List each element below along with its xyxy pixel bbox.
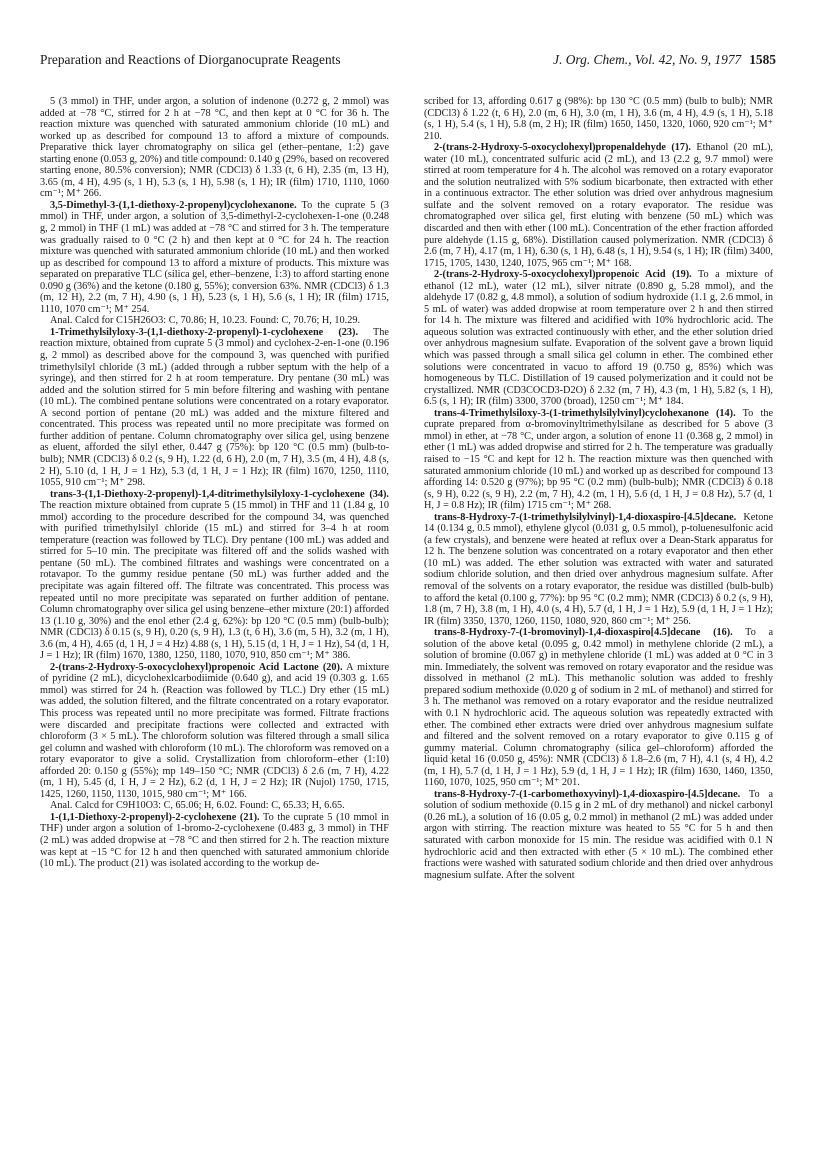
journal-name: J. Org. Chem., Vol. 42, No. 9, 1977 <box>553 52 742 67</box>
paragraph <box>424 269 773 408</box>
paragraph <box>40 489 389 662</box>
compound-heading: trans-8-Hydroxy-7-(1-trimethylsilylvinyl)-1,4-dioxaspiro-[4.5]decane. <box>434 511 737 523</box>
paragraph <box>424 789 773 881</box>
paragraph-text: The reaction mixture, obtained from cuprate 5 (3 mmol) and cyclohex-2-en-1-one (0.196 g, 2 mmol) as described above for the compound 3, was quenched with purified trimethylsilyl chloride (3 mL) (added through a rubber septum with the help of a syringe), and then stirred for 2 h at room temperature. Dry pentane (30 mL) was added and the solution stirred for 5 min before filtering and washing with pentane (10 mL). The combined pentane solutions were concentrated on a rotary evaporator. A second portion of pentane (20 mL) was added and the mixture filtered and concentrated. This process was repeated until no more precipitate was formed on further addition of pentane. Column chromatography over silica gel, using benzene as eluent, afforded the silyl ether, 0.447 g (75%): bp 120 °C (0.5 mm) (bulb-to-bulb); NMR (CDCl3) δ 0.2 (s, 9 H), 1.22 (d, 6 H), 2.0 (m, 7 H), 3.5 (m, 4 H), 4.8 (s, 2 H), 5.10 (d, 1 H, J = 1 Hz), 5.3 (d, 1 H, J = 1 Hz); IR (film) 1670, 1250, 1110, 1055, 910 cm⁻¹; M⁺ 298. <box>40 326 389 489</box>
compound-heading: trans-3-(1,1-Diethoxy-2-propenyl)-1,4-ditrimethylsilyloxy-1-cyclohexene (34). <box>50 488 389 500</box>
compound-heading: 1-Trimethylsilyloxy-3-(1,1-diethoxy-2-propenyl)-1-cyclohexene (23). <box>50 326 359 338</box>
compound-heading: trans-8-Hydroxy-7-(1-bromovinyl)-1,4-dioxaspiro[4.5]decane (16). <box>434 627 733 639</box>
compound-heading: 2-(trans-2-Hydroxy-5-oxocyclohexyl)propenoic Acid Lactone (20). <box>50 661 343 673</box>
paragraph-text: To a mixture of ethanol (12 mL), water (12 mL), silver nitrate (0.890 g, 5.28 mmol), and the aldehyde 17 (0.82 g, 4.8 mmol), a solution of sodium hydroxide (1.1 g, 2.6 mmol, in 5 mL of water) was added dropwise at room temperature over 2 h and then stirred for 14 h. The mixture was filtered and acidified with 10% hydrochloric acid. The aqueous solution was extracted continuously with ether, and the ether solution dried over anhydrous magnesium sulfate. Evaporation of the solvent gave a brown liquid which was passed through a small silica gel column in ether. The combined ether solutions were concentrated in vacuo to afford 19 (0.750 g, 85%) which was homogeneous by TLC. Distillation of 19 caused polymerization and it could not be crystallized. NMR (CD3COCD3-D2O) δ 2.32 (m, 7 H), 4.3 (m, 1 H), 5.82 (s, 1 H), 6.5 (s, 1 H); IR (film) 3300, 3700 (broad), 1250 cm⁻¹; M⁺ 184. <box>424 269 773 408</box>
left-column <box>40 96 389 870</box>
compound-heading: trans-4-Trimethylsiloxy-3-(1-trimethylsilylvinyl)cyclohexanone (14). <box>434 407 736 419</box>
paragraph <box>424 96 773 142</box>
paragraph-text: Anal. Calcd for C9H10O3: C, 65.06; H, 6.02. Found: C, 65.33; H, 6.65. <box>50 800 345 812</box>
compound-heading: 1-(1,1-Diethoxy-2-propenyl)-2-cyclohexene (21). <box>50 811 260 823</box>
paragraph-text: Anal. Calcd for C15H26O3: C, 70.86; H, 10.23. Found: C, 70.76; H, 10.29. <box>50 315 361 327</box>
paragraph <box>40 812 389 870</box>
right-column <box>424 96 773 881</box>
paragraph <box>40 200 389 315</box>
paragraph <box>424 142 773 269</box>
compound-heading: trans-8-Hydroxy-7-(1-carbomethoxyvinyl)-1,4-dioxaspiro-[4.5]decane. <box>434 788 741 800</box>
paragraph-text: Ketone 14 (0.134 g, 0.5 mmol), ethylene glycol (0.031 g, 0.5 mmol), p-toluenesulfonic acid (a few crystals), and benzene were heated at reflux over a Dean-Stark apparatus for 12 h. The benzene solution was concentrated on a rotary evaporator and then ether (10 mL) was added. The ether solution was extracted with water and saturated sodium chloride solution, and then dried over anhydrous magnesium sulfate. After removal of the solvents on a rotary evaporator, the residue was distilled (bulb-bulb) to afford the ketal (0.100 g, 77%): bp 95 °C (0.2 mm); NMR (CDCl3) δ 0.2 (s, 9 H), 1.8 (m, 7 H), 3.8 (m, 1 H), 4.0 (s, 4 H), 5.7 (d, 1 H, J = 1 Hz), 5.9 (d, 1 H, J = 1 Hz); IR (film) 3350, 1370, 1260, 1150, 1080, 920, 860 cm⁻¹; M⁺ 256. <box>424 511 773 627</box>
compound-heading: 3,5-Dimethyl-3-(1,1-diethoxy-2-propenyl)cyclohexanone. <box>50 199 297 211</box>
paragraph <box>40 662 389 801</box>
paragraph-text: Ethanol (20 mL), water (10 mL), concentrated sulfuric acid (2 mL), and 13 (2.2 g, 9.7 mmol) were stirred at room temperature for 4 h. The alcohol was removed on a rotary evaporator and the solution neutralized with 5% sodium bicarbonate, then extracted with ether in a continuous extractor. The ether solution was dried over anhydrous magnesium sulfate and the solvent removed on a rotary evaporator. The residue was chromatographed over silica gel, first eluting with benzene (50 mL) which was discarded and then with ether (100 mL). Concentration of the ether fraction afforded pure aldehyde (1.15 g, 68%). Distillation caused polymerization. NMR (CDCl3) δ 2.6 (m, 7 H), 4.17 (m, 1 H), 6.30 (s, 1 H), 6.48 (s, 1 H), 9.54 (s, 1 H); IR (film) 3400, 1715, 1705, 1430, 1240, 1075, 965 cm⁻¹; M⁺ 168. <box>424 142 773 269</box>
paragraph-text: A mixture of pyridine (2 mL), dicyclohexlcarbodiimide (0.640 g), and acid 19 (0.303 g. 1.65 mmol) was stirred for 24 h. (Reaction was followed by TLC.) Dry ether (15 mL) was added, the solution filtered, and the filtrate concentrated on a rotary evaporator. This process was repeated until no more precipitate was formed. Filtrate fractions were discarded and precipitate fractions were collected and extracted with chloroform (3 × 5 mL). The chloroform solution was filtered through a small silica gel column and washed with chloroform (10 mL). The chloroform was removed on a rotary evaporator to give a solid. Crystallization from chloroform–ether (1:10) afforded 20: 0.150 g (55%); mp 149–150 °C; NMR (CDCl3) δ 2.6 (m, 7 H), 4.22 (m, 1 H), 5.45 (d, 1 H, J = 2 Hz), 6.2 (d, 1 H, J = 2 Hz); IR (Nujol) 1750, 1715, 1425, 1260, 1150, 1130, 1015, 980 cm⁻¹; M⁺ 166. <box>40 661 390 800</box>
compound-heading: 2-(trans-2-Hydroxy-5-oxocyclohexyl)propenaldehyde (17). <box>434 142 691 154</box>
paragraph-text: To a solution of the above ketal (0.095 g, 0.42 mmol) in methylene chloride (2 mL), a solution of bromine (0.067 g) in methylene chloride (1 mL) was added at 0 °C in 3 min. Immediately, the solvent was removed on rotary evaporator and the residue was dissolved in methanol (2 mL). This methanolic solution was added to freshly prepared sodium methoxide (0.020 g of sodium in 2 mL of methanol) and stirred for 3 h. The methanol was removed on a rotary evaporator and the residue neutralized with 0.1 N hydrochloric acid. The aqueous solution was repeatedly extracted with ether. The combined ether extracts were dried over anhydrous magnesium sulfate and filtered and the solvent removed on a rotary evaporator to give 0.115 g of gummy material. Column chromatography (silica gel–chloroform) afforded the liquid ketal 16 (0.050 g, 45%): NMR (CDCl3) δ 1.8–2.6 (m, 7 H), 4.1 (s, 4 H), 4.2 (m, 1 H), 5.7 (d, 1 H, J = 1 Hz), 5.9 (d, 1 H, J = 1 Hz); IR (film) 1630, 1460, 1350, 1160, 1070, 1025, 950 cm⁻¹; M⁺ 201. <box>424 627 773 789</box>
paragraph <box>40 800 389 812</box>
paragraph-text: To a solution of sodium methoxide (0.15 g in 2 mL of dry methanol) and nickel carbonyl (0.26 mL), a solution of 16 (0.05 g, 0.2 mmol) in methanol (2 mL) was added under argon with stirring. The reaction mixture was heated to 55 °C for 5 h and then saturated with carbon monoxide for 15 min. The residue was acidified with 0.1 N hydrochloric acid and then extracted with ether (5 × 10 mL). The combined ether fractions were washed with saturated sodium chloride and then dried over anhydrous magnesium sulfate. After the solvent <box>424 788 773 881</box>
compound-heading: 2-(trans-2-Hydroxy-5-oxocyclohexyl)propenoic Acid (19). <box>434 269 692 281</box>
paragraph <box>40 327 389 489</box>
paragraph <box>424 408 773 512</box>
running-header <box>40 50 776 70</box>
paragraph-text: To the cuprate 5 (3 mmol) in THF, under argon, a solution of 3,5-dimethyl-2-cyclohexen-1-one (0.248 g, 2 mmol) in THF (1 mL) was added at −78 °C and stirred for 3 h. The temperature was gradually raised to 0 °C (2 h) and then kept at 0 °C for 24 h. The reaction mixture was quenched with saturated ammonium chloride (10 mL) and then worked up as described for compound 13 to afford a mixture of products. This mixture was separated on preparative TLC (silica gel, ether–benzene, 1:3) to afford starting enone 0.090 g (36%) and the ketone (0.180 g, 55%); conversion 63%. NMR (CDCl3) δ 1.3 (m, 12 H), 2.2 (m, 7 H), 4.90 (s, 1 H), 5.23 (s, 1 H), 5.6 (s, 1 H); IR (film) 1715, 1110, 1070 cm⁻¹; M⁺ 254. <box>40 199 389 315</box>
paragraph <box>40 96 389 200</box>
paragraph-text: 5 (3 mmol) in THF, under argon, a solution of indenone (0.272 g, 2 mmol) was added at −78 °C, stirred for 2 h at −78 °C, and then kept at 0 °C for 36 h. The reaction mixture was quenched with saturated ammonium chloride (10 mL) and worked up as described for compound 13 to afford a mixture of compounds. Preparative thick layer chromatography on silica gel (ether–pentane, 1:2) gave starting enone (0.053 g, 20%) and title compound: 0.140 g (29%, based on recovered starting enone, 80.5% conversion); NMR (CDCl3) δ 1.33 (t, 6 H), 2.35 (m, 13 H), 3.65 (m, 4 H), 4.95 (s, 1 H), 5.3 (s, 1 H), 5.98 (s, 1 H); IR (film) 1710, 1110, 1060 cm⁻¹; M⁺ 266. <box>40 96 389 200</box>
paragraph-text: To the cuprate 5 (10 mmol in THF) under argon a solution of 1-bromo-2-cyclohexene (0.483 g, 3 mmol) in THF (2 mL) was added dropwise at −78 °C and then stirred for 2 h. The reaction mixture was kept at −15 °C for 12 h and then quenched with saturated ammonium chloride (10 mL). The product (21) was isolated according to the workup de- <box>40 811 389 870</box>
journal-citation <box>553 50 776 70</box>
paragraph <box>424 512 773 627</box>
paragraph-text: scribed for 13, affording 0.617 g (98%): bp 130 °C (0.5 mm) (bulb to bulb); NMR (CDCl3) δ 1.22 (t, 6 H), 2.0 (m, 6 H), 3.0 (m, 1 H), 3.6 (m, 4 H), 4.9 (s, 1 H), 5.18 (s, 1 H), 5.4 (s, 1 H), 5.8 (m, 2 H); IR (film) 1650, 1450, 1320, 1060, 920 cm⁻¹; M⁺ 210. <box>424 96 773 142</box>
paragraph <box>40 315 389 327</box>
paragraph-text: To the cuprate prepared from α-bromovinyltrimethylsilane as described for 5 above (3 mmol) in ether, at −78 °C, under argon, a solution of enone 11 (0.368 g, 2 mmol) in ether (1 mL) was added dropwise and stirred for 2 h. The temperature was gradually raised to −15 °C and kept for 12 h. The reaction mixture was then quenched with saturated ammonium chloride (10 mL) and worked up as described for compound 13 affording 14: 0.520 g (97%); bp 95 °C (0.2 mm) (bulb-bulb); NMR (CDCl3) δ 0.18 (s, 9 H), 0.22 (s, 9 H), 2.2 (m, 7 H), 4.2 (m, 1 H), 5.6 (d, 1 H, J = 0.8 Hz), 5.7 (d, 1 H, J = 0.8 Hz); IR (film) 1715 cm⁻¹; M⁺ 268. <box>424 407 774 512</box>
paragraph <box>424 627 773 789</box>
page-number: 1585 <box>749 52 776 67</box>
running-title: Preparation and Reactions of Diorganocuprate Reagents <box>40 52 341 67</box>
paragraph-text: The reaction mixture obtained from cuprate 5 (15 mmol) in THF and 11 (1.84 g, 10 mmol) according to the procedure described for the compound 34, was quenched with purified trimethylsilyl chloride (15 mL) and stirred for 3–4 h at room temperature (reaction was followed by TLC). Dry pentane (100 mL) was added and stirred for 5–10 min. The precipitate was filtered off and the solids washed with pentane (50 mL). The combined filtrates and washings were concentrated on a rotavapor. To the gummy residue pentane (50 mL) was further added and the precipitate was again filtered off. The filtrate was concentrated. This process was repeated until no more precipitate was separated on further addition of pentane. Column chromatography over silica gel using benzene–ether mixture (20:1) afforded 13 (1.10 g, 30%) and the enol ether (2.4 g, 62%): bp 120 °C (0.5 mm) (bulb-bulb); NMR (CDCl3) δ 0.15 (s, 9 H), 0.20 (s, 9 H), 1.3 (t, 6 H), 3.6 (m, 5 H), 3.2 (m, 1 H), 3.6 (m, 4 H), 4.65 (d, 1 H, J = 4 Hz) 4.88 (s, 1 H), 5.15 (d, 1 H, J = 1 Hz), 54 (d, 1 H, J = 1 Hz); IR (film) 1670, 1380, 1250, 1180, 1070, 910, 850 cm⁻¹; M⁺ 386. <box>40 500 389 662</box>
